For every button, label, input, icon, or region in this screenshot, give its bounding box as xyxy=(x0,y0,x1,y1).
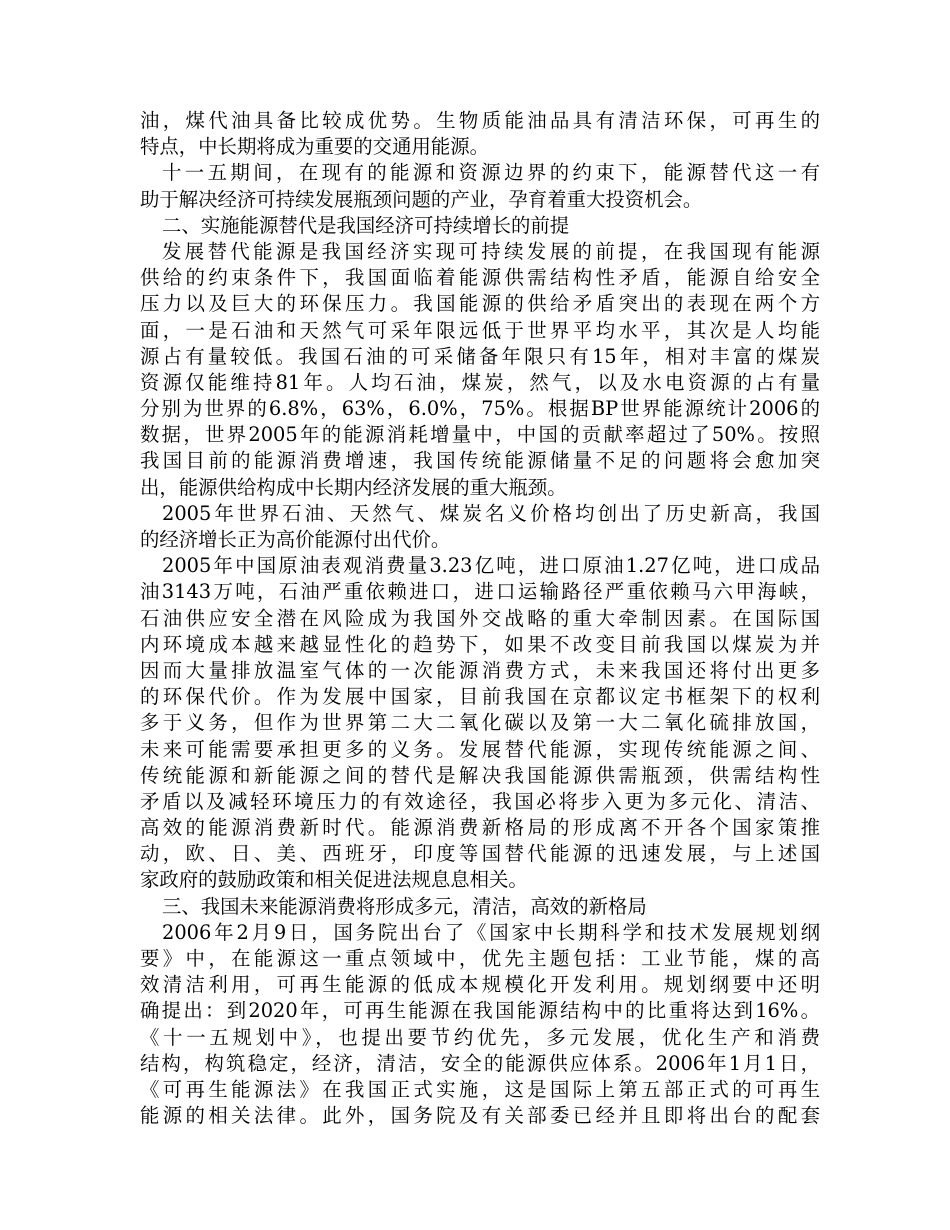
text-line: 发展替代能源是我国经济实现可持续发展的前提，在我国现有能源 xyxy=(162,239,820,263)
text-line: 压力以及巨大的环保压力。我国能源的供给矛盾突出的表现在两个方 xyxy=(140,292,820,316)
text-line: 助于解决经济可持续发展瓶颈问题的产业，孕育着重大投资机会。 xyxy=(140,187,703,211)
text-line: 石油供应安全潜在风险成为我国外交战略的重大牵制因素。在国际国 xyxy=(140,606,820,630)
text-line: 面，一是石油和天然气可采年限远低于世界平均水平，其次是人均能 xyxy=(140,318,820,342)
text-line: 的环保代价。作为发展中国家，目前我国在京都议定书框架下的权利 xyxy=(140,685,820,709)
text-line: 能源的相关法律。此外，国务院及有关部委已经并且即将出台的配套 xyxy=(140,1104,820,1128)
text-line: 结构，构筑稳定，经济，清洁，安全的能源供应体系。2006年1月1日， xyxy=(140,1051,820,1075)
text-line: 效清洁利用，可再生能源的低成本规模化开发利用。规划纲要中还明 xyxy=(140,973,820,997)
text-line: 十一五期间，在现有的能源和资源边界的约束下，能源替代这一有 xyxy=(162,161,820,185)
text-line: 供给的约束条件下，我国面临着能源供需结构性矛盾，能源自给安全 xyxy=(140,266,820,290)
text-line: 内环境成本越来越显性化的趋势下，如果不改变目前我国以煤炭为并 xyxy=(140,632,820,656)
text-line: 我国目前的能源消费增速，我国传统能源储量不足的问题将会愈加突 xyxy=(140,449,820,473)
text-line: 多于义务，但作为世界第二大二氧化碳以及第一大二氧化硫排放国， xyxy=(140,711,820,735)
text-line: 高效的能源消费新时代。能源消费新格局的形成离不开各个国家策推 xyxy=(140,816,820,840)
text-line: 油3143万吨，石油严重依赖进口，进口运输路径严重依赖马六甲海峡， xyxy=(140,580,820,604)
text-line: 数据，世界2005年的能源消耗增量中，中国的贡献率超过了50%。按照 xyxy=(140,423,820,447)
text-line: 的经济增长正为高价能源付出代价。 xyxy=(140,528,451,551)
text-line: 三、我国未来能源消费将形成多元，清洁，高效的新格局 xyxy=(162,894,647,918)
text-line: 矛盾以及减轻环境压力的有效途径，我国必将步入更为多元化、清洁、 xyxy=(140,789,820,813)
text-line: 分别为世界的6.8%，63%，6.0%，75%。根据BP世界能源统计2006的 xyxy=(140,397,820,421)
text-line: 2006年2月9日，国务院出台了《国家中长期科学和技术发展规划纲 xyxy=(162,920,820,944)
text-line: 《可再生能源法》在我国正式实施，这是国际上第五部正式的可再生 xyxy=(140,1077,820,1101)
text-line: 二、实施能源替代是我国经济可持续增长的前提 xyxy=(162,213,570,237)
text-line: 2005年中国原油表观消费量3.23亿吨，进口原油1.27亿吨，进口成品 xyxy=(162,554,820,578)
text-line: 动，欧、日、美、西班牙，印度等国替代能源的迅速发展，与上述国 xyxy=(140,842,820,866)
text-line: 特点，中长期将成为重要的交通用能源。 xyxy=(140,135,490,159)
text-line: 资源仅能维持81年。人均石油，煤炭，然气，以及水电资源的占有量 xyxy=(140,370,820,394)
text-line: 未来可能需要承担更多的义务。发展替代能源，实现传统能源之间、 xyxy=(140,737,820,761)
text-line: 2005年世界石油、天然气、煤炭名义价格均创出了历史新高，我国 xyxy=(162,501,820,525)
text-line: 传统能源和新能源之间的替代是解决我国能源供需瓶颈，供需结构性 xyxy=(140,763,820,787)
text-line: 源占有量较低。我国石油的可采储备年限只有15年，相对丰富的煤炭 xyxy=(140,344,820,368)
text-line: 确提出：到2020年，可再生能源在我国能源结构中的比重将达到16%。 xyxy=(140,999,820,1023)
text-line: 因而大量排放温室气体的一次能源消费方式，未来我国还将付出更多 xyxy=(140,658,820,682)
text-line: 出，能源供给构成中长期内经济发展的重大瓶颈。 xyxy=(140,475,567,499)
document-body xyxy=(140,108,820,1129)
text-line: 要》中，在能源这一重点领域中，优先主题包括：工业节能，煤的高 xyxy=(140,947,820,970)
text-line: 油，煤代油具备比较成优势。生物质能油品具有清洁环保，可再生的 xyxy=(140,109,820,132)
text-line: 家政府的鼓励政策和相关促进法规息息相关。 xyxy=(140,868,528,892)
text-line: 《十一五规划中》，也提出要节约优先，多元发展，优化生产和消费 xyxy=(140,1025,820,1049)
